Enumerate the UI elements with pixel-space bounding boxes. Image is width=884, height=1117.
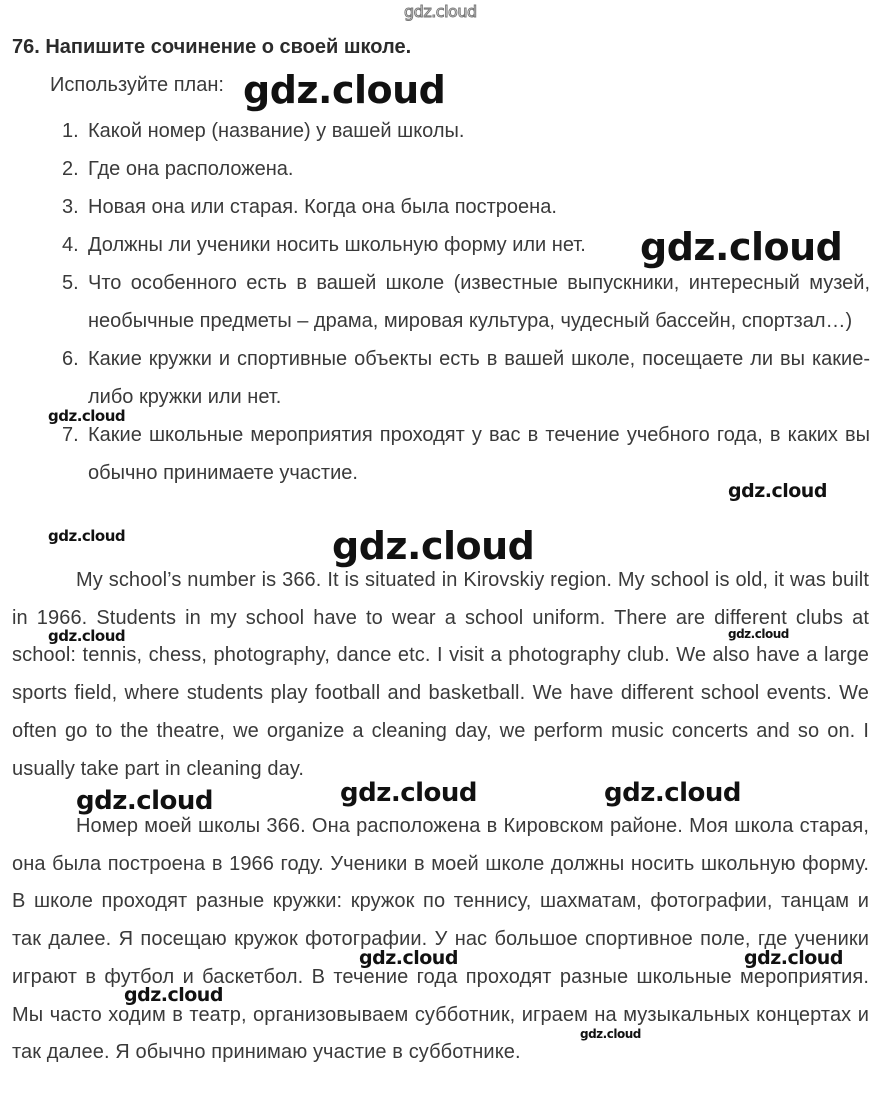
plan-item [62, 264, 870, 340]
plan-item-number: 1. [62, 120, 79, 142]
watermark: gdz.cloud [359, 947, 458, 969]
essay-english: My school’s number is 366. It is situated in Kirovskiy region. My school is old, it was built in 1966. Students in my school have to wear a school uniform. There are different clubs at school: tennis, chess, photography, dance etc. I visit a photography club. We also have a large sports field, where students play football and basketball. We have different school events. We often go to the theatre, we organize a cleaning day, we perform music concerts and so on. I usually take part in cleaning day. [12, 569, 869, 780]
watermark-top: gdz.cloud [404, 2, 477, 21]
plan-item [62, 340, 870, 416]
plan-intro: Используйте план: [50, 74, 224, 96]
plan-item-text: Должны ли ученики носить школьную форму или нет. [88, 234, 586, 256]
plan-item-text: Какой номер (название) у вашей школы. [88, 120, 465, 142]
watermark: gdz.cloud [580, 1027, 641, 1041]
plan-list [62, 112, 870, 492]
watermark: gdz.cloud [728, 627, 789, 641]
plan-item-number: 5. [62, 272, 79, 294]
plan-item-text: Какие школьные мероприятия проходят у вас в течение учебного года, в каких вы обычно принимаете участие. [88, 424, 870, 484]
plan-item [62, 112, 870, 150]
watermark: gdz.cloud [243, 68, 446, 112]
essay-russian: Номер моей школы 366. Она расположена в Кировском районе. Моя школа старая, она была построена в 1966 году. Ученики в моей школе должны носить школьную форму. В школе проходят разные кружки: кружок по теннису, шахматам, фотографии, танцам и так далее. Я посещаю кружок фотографии. У нас большое спортивное поле, где ученики играют в футбол и баскетбол. В течение года проходят разные школьные мероприятия. Мы часто ходим в театр, организовываем субботник, играем на музыкальных концертах и так далее. Я обычно принимаю участие в субботнике. [12, 815, 869, 1064]
watermark: gdz.cloud [340, 778, 478, 808]
plan-item-number: 7. [62, 424, 79, 446]
task-title: 76. Напишите сочинение о своей школе. [12, 36, 412, 58]
plan-item-text: Где она расположена. [88, 158, 294, 180]
watermark: gdz.cloud [124, 984, 223, 1006]
watermark: gdz.cloud [48, 627, 126, 645]
watermark: gdz.cloud [728, 480, 827, 502]
watermark: gdz.cloud [76, 786, 214, 816]
watermark: gdz.cloud [332, 524, 535, 568]
watermark: gdz.cloud [640, 225, 843, 269]
plan-item-number: 6. [62, 348, 79, 370]
plan-item [62, 150, 870, 188]
plan-item-number: 4. [62, 234, 79, 256]
plan-item-number: 2. [62, 158, 79, 180]
watermark: gdz.cloud [744, 947, 843, 969]
watermark: gdz.cloud [48, 527, 126, 545]
plan-item-text: Новая она или старая. Когда она была построена. [88, 196, 557, 218]
plan-item [62, 188, 870, 226]
plan-item-number: 3. [62, 196, 79, 218]
watermark: gdz.cloud [48, 407, 126, 425]
plan-item-text: Какие кружки и спортивные объекты есть в вашей школе, посещаете ли вы какие-либо кружки или нет. [88, 348, 870, 408]
watermark: gdz.cloud [604, 778, 742, 808]
plan-item-text: Что особенного есть в вашей школе (известные выпускники, интересный музей, необычные предметы – драма, мировая культура, чудесный бассейн, спортзал…) [88, 272, 870, 332]
